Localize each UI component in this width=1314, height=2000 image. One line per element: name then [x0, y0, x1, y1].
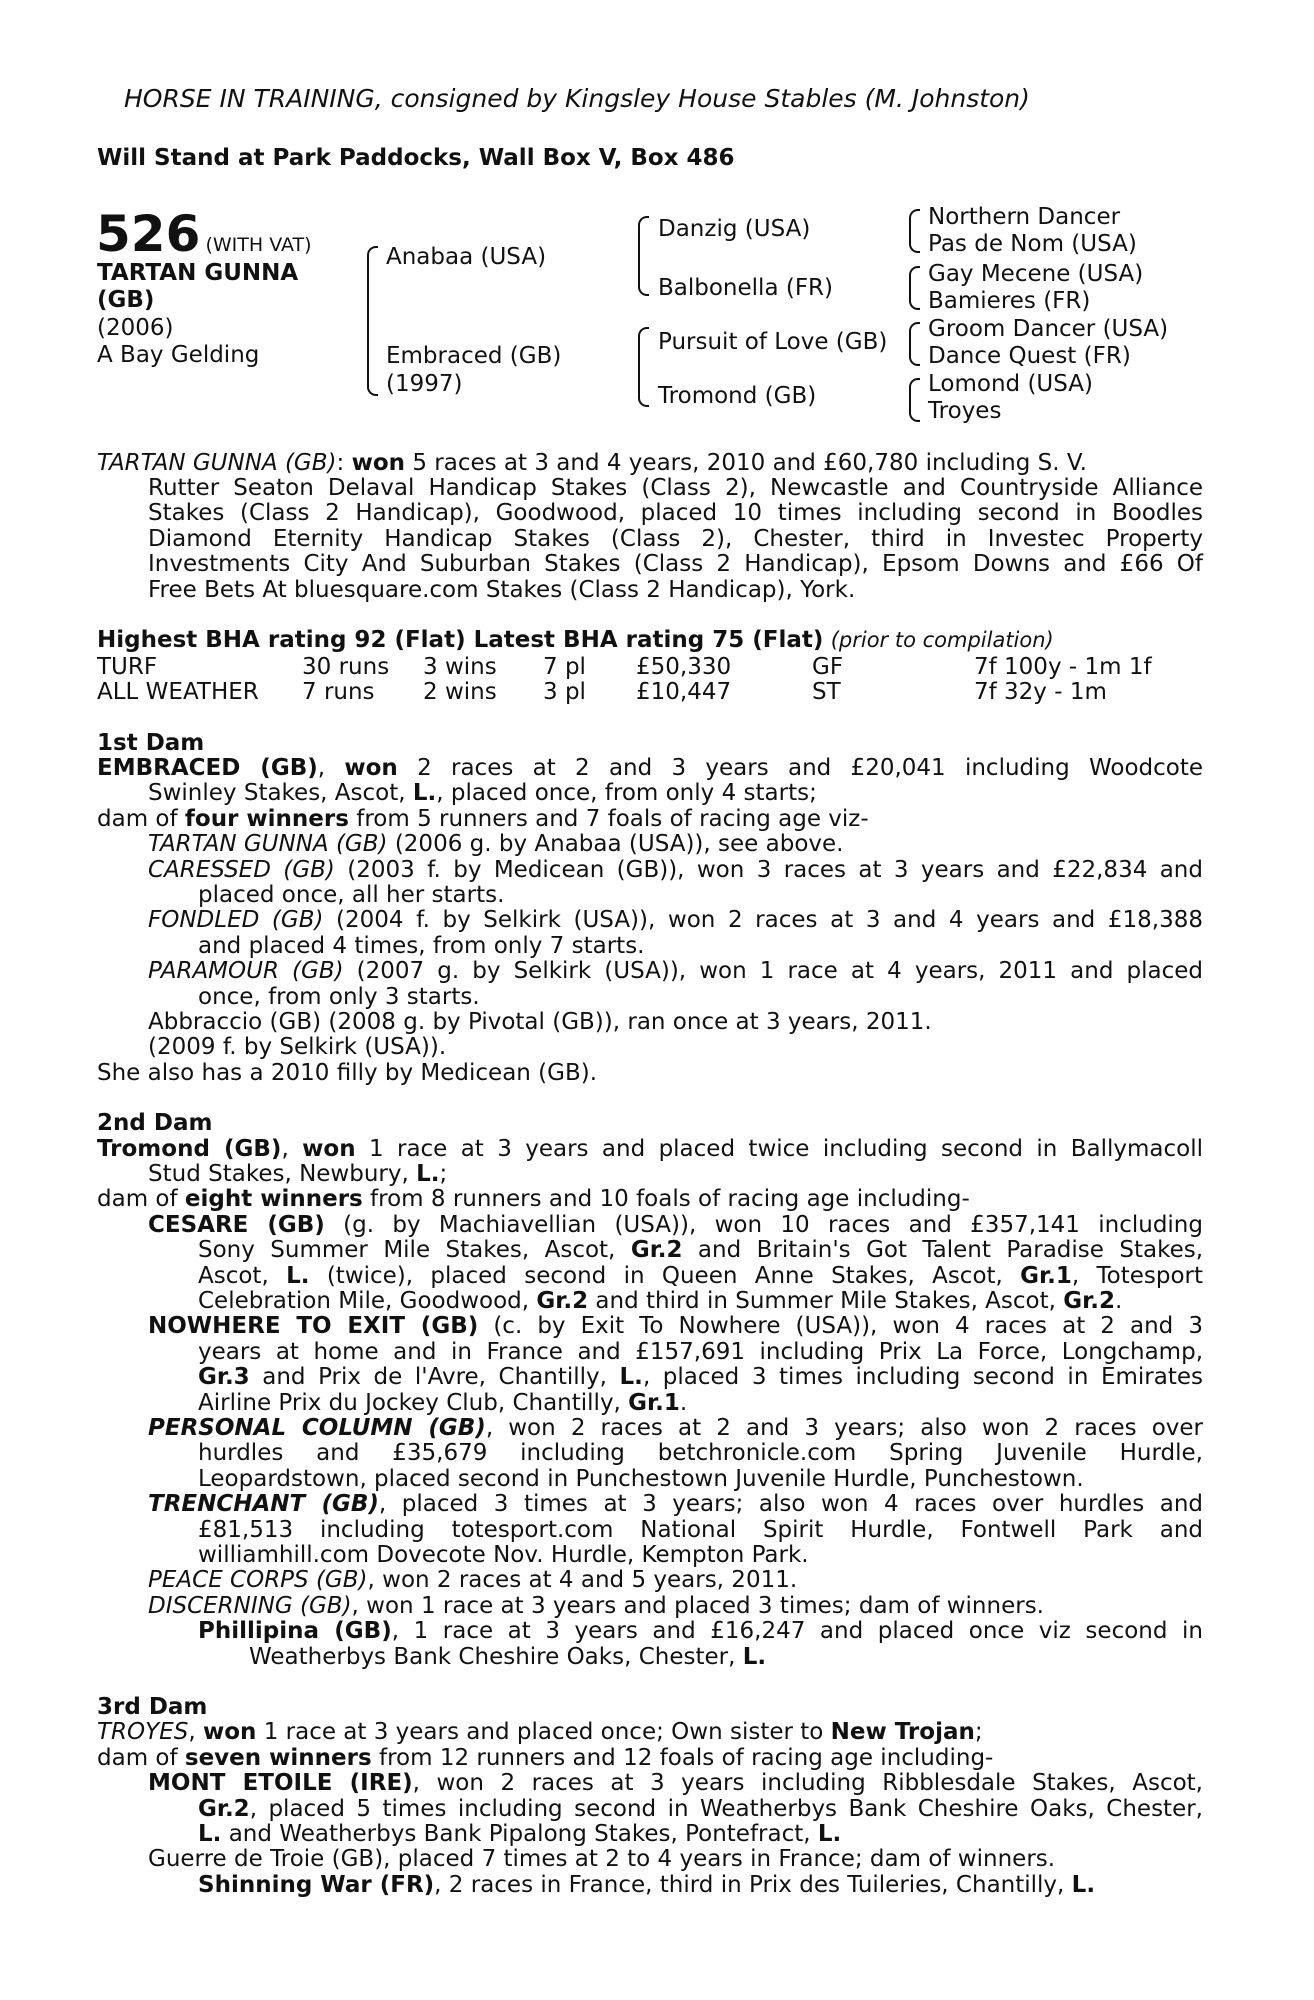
pedigree-sds: Gay Mecene (USA) [928, 261, 1144, 287]
record-runs-turf: 30 runs [302, 654, 390, 680]
summary-line-2: Rutter Seaton Delaval Handicap Stakes (Class 2), Newcastle and Countryside Alliance [148, 475, 1203, 501]
trenchant-line-3: williamhill.com Dovecote Nov. Hurdle, Kempton Park. [198, 1542, 809, 1568]
pedigree-dss: Groom Dancer (USA) [928, 316, 1169, 342]
offspring-caressed-cont: placed once, all her starts. [198, 882, 505, 908]
record-surface-aw: ALL WEATHER [97, 679, 259, 705]
second-dam-line-1: Tromond (GB), won 1 race at 3 years and placed twice including second in Ballymacoll [97, 1136, 1203, 1162]
pedigree-ds: Pursuit of Love (GB) [658, 329, 888, 355]
summary-line-6: Free Bets At bluesquare.com Stakes (Class 2 Handicap), York. [148, 577, 856, 603]
record-distance-turf: 7f 100y - 1m 1f [974, 654, 1152, 680]
first-dam-filly-note: She also has a 2010 filly by Medicean (GB). [97, 1060, 598, 1086]
brace-g3-3 [909, 322, 920, 366]
pedigree-dam: Embraced (GB) [386, 343, 562, 369]
trenchant-line-1: TRENCHANT (GB), placed 3 times at 3 years; also won 4 races over hurdles and [148, 1491, 1203, 1517]
lot-number-row [96, 205, 312, 263]
second-dam-produce: dam of eight winners from 8 runners and 10 foals of racing age including- [97, 1186, 970, 1212]
third-dam-line-1: TROYES, won 1 race at 3 years and placed once; Own sister to New Trojan; [97, 1719, 983, 1745]
cesare-line-1: CESARE (GB) (g. by Machiavellian (USA)), won 10 races and £357,141 including [148, 1212, 1203, 1238]
vat-note: (WITH VAT) [205, 234, 312, 256]
record-distance-aw: 7f 32y - 1m [974, 679, 1107, 705]
offspring-paramour-cont: once, from only 3 starts. [198, 984, 480, 1010]
discerning: DISCERNING (GB), won 1 race at 3 years and placed 3 times; dam of winners. [148, 1593, 1044, 1619]
horse-year: (2006) [97, 315, 174, 341]
pedigree-ssd: Pas de Nom (USA) [928, 231, 1137, 257]
third-dam-produce: dam of seven winners from 12 runners and 12 foals of racing age including- [97, 1745, 994, 1771]
sire-dam-brace [367, 246, 378, 396]
nowhere-line-1: NOWHERE TO EXIT (GB) (c. by Exit To Nowhere (USA)), won 4 races at 2 and 3 [148, 1313, 1203, 1339]
record-places-turf: 7 pl [543, 654, 586, 680]
brace-g3-2 [909, 266, 920, 310]
record-runs-aw: 7 runs [302, 679, 375, 705]
nowhere-line-3: Gr.3 and Prix de l'Avre, Chantilly, L., placed 3 times including second in Emirates [198, 1364, 1203, 1390]
offspring-tartan-gunna: TARTAN GUNNA (GB) (2006 g. by Anabaa (USA)), see above. [148, 831, 844, 857]
pedigree-dsd: Dance Quest (FR) [928, 343, 1131, 369]
pedigree-sire: Anabaa (USA) [386, 244, 547, 270]
nowhere-line-2: years at home and in France and £157,691 including Prix La Force, Longchamp, [198, 1339, 1203, 1365]
record-going-turf: GF [812, 654, 844, 680]
dam-line-brace [638, 327, 649, 407]
cesare-line-3: Ascot, L. (twice), placed second in Queen Anne Stakes, Ascot, Gr.1, Totesport [198, 1263, 1204, 1289]
lot-number: 526 [96, 205, 201, 263]
mont-etoile-line-1: MONT ETOILE (IRE), won 2 races at 3 years including Ribblesdale Stakes, Ascot, [148, 1770, 1203, 1796]
first-dam-line-1: EMBRACED (GB), won 2 races at 2 and 3 years and £20,041 including Woodcote [97, 755, 1204, 781]
mont-etoile-line-2: Gr.2, placed 5 times including second in Weatherbys Bank Cheshire Oaks, Chester, [198, 1796, 1203, 1822]
guerre-de-troie: Guerre de Troie (GB), placed 7 times at 2 to 4 years in France; dam of winners. [148, 1846, 1056, 1872]
phillipina-line-1: Phillipina (GB), 1 race at 3 years and £16,247 and placed once viz second in [198, 1618, 1203, 1644]
third-dam-heading: 3rd Dam [97, 1694, 208, 1720]
catalogue-header: HORSE IN TRAINING, consigned by Kingsley House Stables (M. Johnston) [124, 84, 1030, 113]
horse-name-line2: (GB) [97, 287, 155, 313]
bha-rating: Highest BHA rating 92 (Flat) Latest BHA rating 75 (Flat) (prior to compilation) [97, 627, 1054, 653]
record-earnings-turf: £50,330 [636, 654, 732, 680]
pedigree-ddd: Troyes [928, 398, 1002, 424]
summary-line-4: Diamond Eternity Handicap Stakes (Class 2), Chester, third in Investec Property [148, 526, 1203, 552]
mont-etoile-line-3: L. and Weatherbys Bank Pipalong Stakes, Pontefract, L. [198, 1821, 842, 1847]
pedigree-ss: Danzig (USA) [658, 216, 811, 242]
brace-g3-1 [909, 209, 920, 253]
offspring-2009-filly: (2009 f. by Selkirk (USA)). [148, 1034, 447, 1060]
record-surface-turf: TURF [97, 654, 158, 680]
record-going-aw: ST [812, 679, 841, 705]
second-dam-heading: 2nd Dam [97, 1110, 213, 1136]
pedigree-dds: Lomond (USA) [928, 371, 1093, 397]
offspring-abbraccio: Abbraccio (GB) (2008 g. by Pivotal (GB)), ran once at 3 years, 2011. [148, 1009, 932, 1035]
personal-column-line-2: hurdles and £35,679 including betchronicle.com Spring Juvenile Hurdle, [198, 1440, 1203, 1466]
pedigree-dam-year: (1997) [386, 371, 463, 397]
sire-line-brace [638, 216, 649, 296]
second-dam-line-2: Stud Stakes, Newbury, L.; [148, 1161, 448, 1187]
offspring-paramour: PARAMOUR (GB) (2007 g. by Selkirk (USA)), won 1 race at 4 years, 2011 and placed [148, 958, 1203, 984]
horse-name-line1: TARTAN GUNNA [97, 260, 299, 286]
brace-g3-4 [909, 378, 920, 422]
pedigree-sd: Balbonella (FR) [658, 275, 834, 301]
offspring-caressed: CARESSED (GB) (2003 f. by Medicean (GB)), won 3 races at 3 years and £22,834 and [148, 857, 1203, 883]
pedigree-dd: Tromond (GB) [658, 383, 817, 409]
stand-location: Will Stand at Park Paddocks, Wall Box V, Box 486 [97, 145, 735, 171]
personal-column-line-1: PERSONAL COLUMN (GB), won 2 races at 2 and 3 years; also won 2 races over [148, 1415, 1203, 1441]
horse-description: A Bay Gelding [97, 342, 260, 368]
record-wins-aw: 2 wins [423, 679, 497, 705]
first-dam-heading: 1st Dam [97, 730, 205, 756]
pedigree-sss: Northern Dancer [928, 204, 1121, 230]
nowhere-line-4: Airline Prix du Jockey Club, Chantilly, Gr.1. [198, 1390, 688, 1416]
trenchant-line-2: £81,513 including totesport.com National Spirit Hurdle, Fontwell Park and [198, 1517, 1203, 1543]
summary-line-5: Investments City And Suburban Stakes (Class 2 Handicap), Epsom Downs and £66 Of [148, 551, 1203, 577]
offspring-fondled-cont: and placed 4 times, from only 7 starts. [198, 933, 645, 959]
record-wins-turf: 3 wins [423, 654, 497, 680]
first-dam-line-2: Swinley Stakes, Ascot, L., placed once, from only 4 starts; [148, 780, 817, 806]
cesare-line-2: Sony Summer Mile Stakes, Ascot, Gr.2 and Britain's Got Talent Paradise Stakes, [198, 1237, 1204, 1263]
record-places-aw: 3 pl [543, 679, 586, 705]
peace-corps: PEACE CORPS (GB), won 2 races at 4 and 5 years, 2011. [148, 1567, 798, 1593]
phillipina-line-2: Weatherbys Bank Cheshire Oaks, Chester, L. [249, 1644, 767, 1670]
record-earnings-aw: £10,447 [636, 679, 732, 705]
offspring-fondled: FONDLED (GB) (2004 f. by Selkirk (USA)), won 2 races at 3 and 4 years and £18,388 [148, 907, 1203, 933]
cesare-line-4: Celebration Mile, Goodwood, Gr.2 and third in Summer Mile Stakes, Ascot, Gr.2. [198, 1288, 1123, 1314]
personal-column-line-3: Leopardstown, placed second in Punchestown Juvenile Hurdle, Punchestown. [198, 1466, 1084, 1492]
pedigree-sdd: Bamieres (FR) [928, 288, 1091, 314]
summary-line-3: Stakes (Class 2 Handicap), Goodwood, placed 10 times including second in Boodles [148, 500, 1203, 526]
shinning-war: Shinning War (FR), 2 races in France, third in Prix des Tuileries, Chantilly, L. [198, 1872, 1096, 1898]
summary-line-1: TARTAN GUNNA (GB): won 5 races at 3 and 4 years, 2010 and £60,780 including S. V. [97, 450, 1087, 476]
first-dam-produce: dam of four winners from 5 runners and 7 foals of racing age viz- [97, 806, 869, 832]
